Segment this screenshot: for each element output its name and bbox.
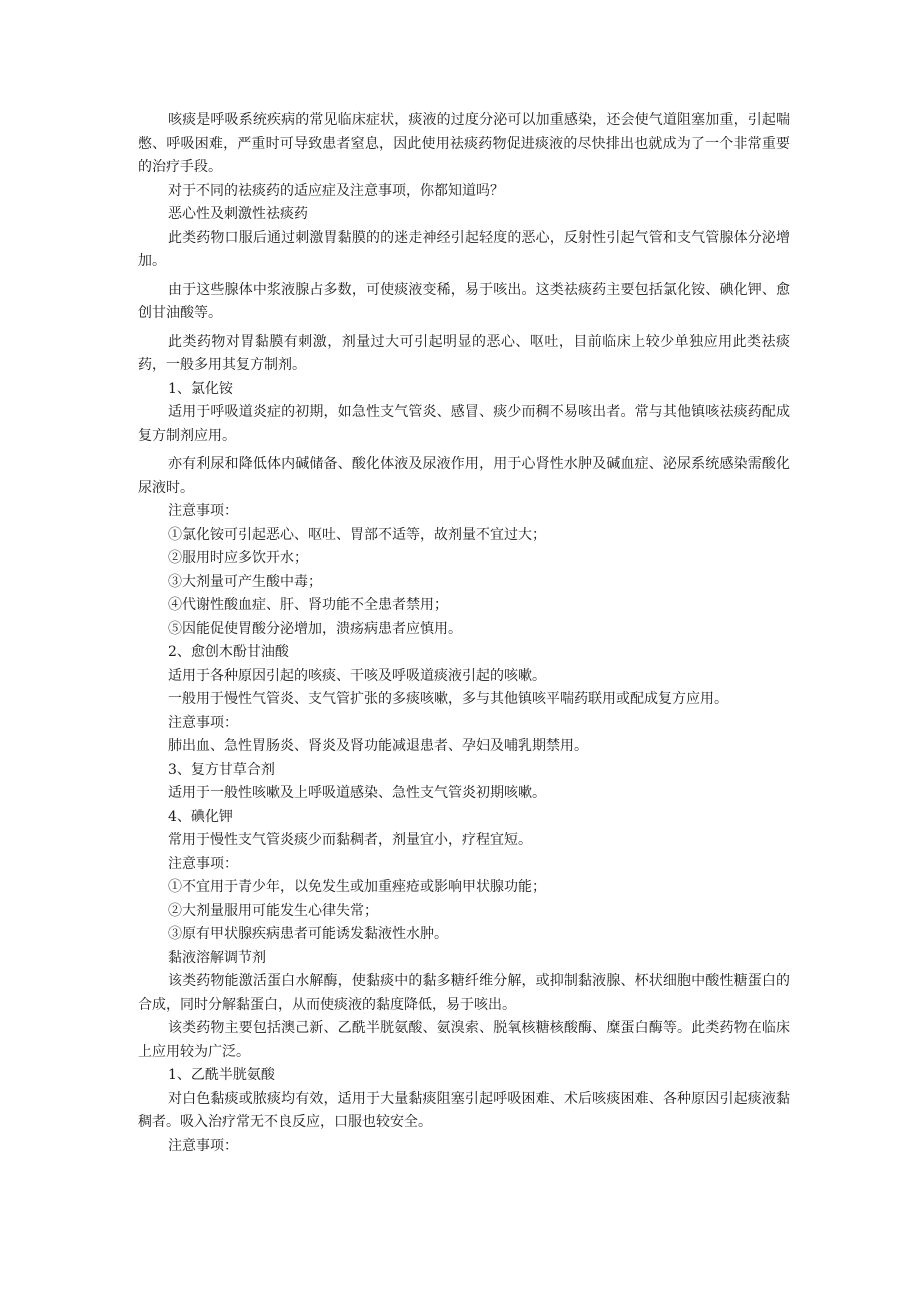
- paragraph: 一般用于慢性气管炎、支气管扩张的多痰咳嗽，多与其他镇咳平喘药联用或配成复方应用。: [168, 691, 728, 707]
- paragraph-intro: 咳痰是呼吸系统疾病的常见临床症状，痰液的过度分泌可以加重感染，还会使气道阻塞加重，引起喘憋、呼吸困难，严重时可导致患者窒息，因此使用祛痰药物促进痰液的尽快排出也就成为了一个非常重要的治疗手段。: [138, 112, 790, 175]
- list-item: ④代谢性酸血症、肝、肾功能不全患者禁用；: [168, 597, 448, 613]
- precautions-label: 注意事项：: [168, 503, 238, 519]
- paragraph: 常用于慢性支气管炎痰少而黏稠者，剂量宜小，疗程宜短。: [168, 832, 532, 848]
- paragraph: 适用于各种原因引起的咳痰、干咳及呼吸道痰液引起的咳嗽。: [168, 667, 546, 684]
- list-item: ②服用时应多饮开水；: [168, 550, 308, 566]
- list-item: ①氯化铵可引起恶心、呕吐、胃部不适等，故剂量不宜过大；: [168, 526, 546, 543]
- paragraph: 该类药物主要包括澳己新、乙酰半胱氨酸、氨溴索、脱氧核糖核酸酶、糜蛋白酶等。此类药物在临床上应用较为广泛。: [138, 1020, 790, 1060]
- list-item: ③大剂量可产生酸中毒；: [168, 573, 322, 590]
- document-body: [138, 109, 790, 1158]
- drug-heading-potassium-iodide: 4、碘化钾: [168, 808, 233, 825]
- paragraph: 亦有利尿和降低体内碱储备、酸化体液及尿液作用，用于心肾性水肿及碱血症、泌尿系统感染需酸化尿液时。: [138, 456, 790, 496]
- paragraph: 此类药物口服后通过刺激胃黏膜的的迷走神经引起轻度的恶心，反射性引起气管和支气管腺体分泌增加。: [138, 229, 790, 269]
- drug-heading-acetylcysteine: 1、乙酰半胱氨酸: [168, 1067, 275, 1083]
- paragraph: 适用于一般性咳嗽及上呼吸道感染、急性支气管炎初期咳嗽。: [168, 785, 546, 801]
- paragraph: 肺出血、急性胃肠炎、肾炎及肾功能减退患者、孕妇及哺乳期禁用。: [168, 738, 588, 754]
- paragraph: 对白色黏痰或脓痰均有效，适用于大量黏痰阻塞引起呼吸困难、术后咳痰困难、各种原因引起痰液黏稠者。吸入治疗常无不良反应，口服也较安全。: [138, 1090, 790, 1130]
- drug-heading-guaifenesin: 2、愈创木酚甘油酸: [168, 644, 289, 660]
- list-item: ①不宜用于青少年，以免发生或加重痤疮或影响甲状腺功能；: [168, 879, 546, 895]
- paragraph: 该类药物能激活蛋白水解酶，使黏痰中的黏多糖纤维分解，或抑制黏液腺、杯状细胞中酸性糖蛋白的合成，同时分解黏蛋白，从而使痰液的黏度降低，易于咳出。: [138, 973, 790, 1013]
- precautions-label: 注意事项：: [168, 714, 238, 731]
- list-item: ⑤因能促使胃酸分泌增加，溃疡病患者应慎用。: [168, 620, 462, 637]
- paragraph: 适用于呼吸道炎症的初期，如急性支气管炎、感冒、痰少而稠不易咳出者。常与其他镇咳祛痰药配成复方制剂应用。: [138, 404, 790, 444]
- paragraph: 由于这些腺体中浆液腺占多数，可使痰液变稀，易于咳出。这类祛痰药主要包括氯化铵、碘化钾、愈创甘油酸等。: [138, 281, 790, 321]
- precautions-label: 注意事项：: [168, 855, 238, 872]
- section-heading-nausea-expectorants: 恶心性及刺激性祛痰药: [168, 206, 308, 222]
- paragraph-question: 对于不同的祛痰药的适应症及注意事项，你都知道吗？: [168, 182, 504, 199]
- precautions-label: 注意事项：: [168, 1137, 238, 1154]
- section-heading-mucolytics: 黏液溶解调节剂: [168, 949, 266, 966]
- drug-heading-compound-licorice: 3、复方甘草合剂: [168, 761, 275, 778]
- drug-heading-ammonium-chloride: 1、氯化铵: [168, 380, 233, 397]
- list-item: ②大剂量服用可能发生心律失常；: [168, 902, 378, 919]
- list-item: ③原有甲状腺疾病患者可能诱发黏液性水肿。: [168, 926, 448, 942]
- paragraph: 此类药物对胃黏膜有刺激，剂量过大可引起明显的恶心、呕吐，目前临床上较少单独应用此类祛痰药，一般多用其复方制剂。: [138, 333, 790, 373]
